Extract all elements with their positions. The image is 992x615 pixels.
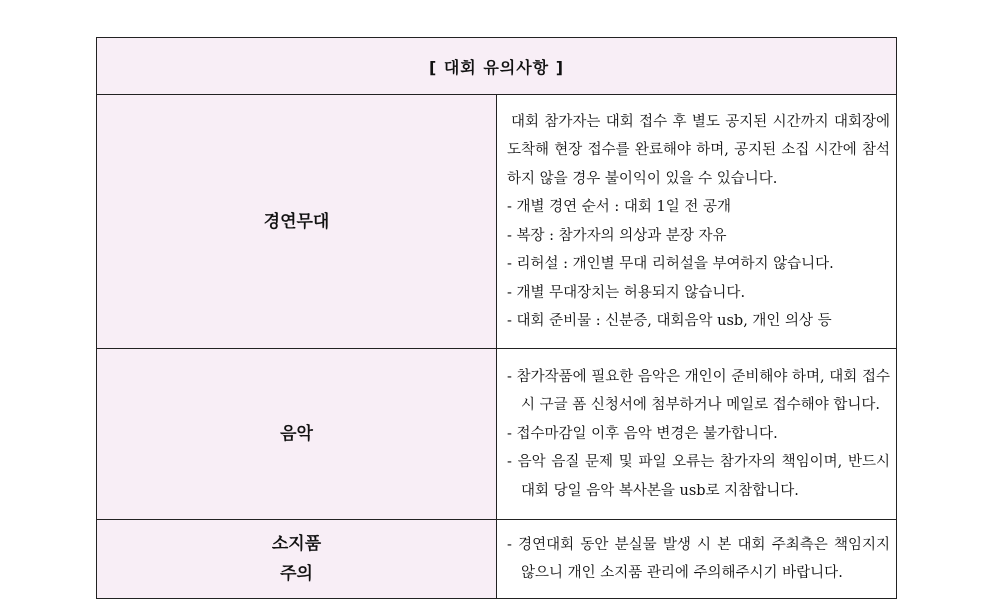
section-content-music bbox=[497, 349, 897, 520]
section-row-stage bbox=[97, 95, 897, 349]
music-item: - 접수마감일 이후 음악 변경은 불가합니다. bbox=[507, 425, 778, 442]
music-item: - 음악 음질 문제 및 파일 오류는 참가자의 책임이며, 반드시 대회 당일 음악 복사본을 usb로 지참합니다. bbox=[507, 454, 890, 499]
music-item: - 참가작품에 필요한 음악은 개인이 준비해야 하며, 대회 접수시 구글 폼 신청서에 첨부하거나 메일로 접수해야 합니다. bbox=[507, 368, 890, 414]
section-label-belongings bbox=[97, 520, 497, 599]
notice-table bbox=[96, 37, 897, 599]
stage-item: - 개별 무대장치는 허용되지 않습니다. bbox=[507, 284, 746, 301]
section-label-stage bbox=[97, 95, 497, 349]
section-row-music bbox=[97, 349, 897, 520]
belongings-item: - 경연대회 동안 분실물 발생 시 본 대회 주최측은 책임지지 않으니 개인 소지품 관리에 주의해주시기 바랍니다. bbox=[507, 536, 890, 581]
section-label-line: 주의 bbox=[280, 564, 313, 584]
notice-title: [ 대회 유의사항 ] bbox=[97, 38, 897, 95]
section-content-stage bbox=[497, 95, 897, 349]
stage-item: - 복장 : 참가자의 의상과 분장 자유 bbox=[507, 227, 727, 244]
section-content-belongings bbox=[497, 520, 897, 599]
section-label-line: 경연무대 bbox=[263, 211, 330, 232]
stage-item: - 대회 준비물 : 신분증, 대회음악 usb, 개인 의상 등 bbox=[507, 313, 832, 329]
title-row bbox=[97, 38, 897, 95]
section-label-line: 음악 bbox=[280, 424, 313, 444]
section-label-music bbox=[97, 349, 497, 520]
section-label-line: 소지품 bbox=[271, 534, 322, 554]
stage-item: - 개별 경연 순서 : 대회 1일 전 공개 bbox=[507, 199, 731, 215]
section-row-belongings bbox=[97, 520, 897, 599]
stage-item: - 리허설 : 개인별 무대 리허설을 부여하지 않습니다. bbox=[507, 256, 834, 272]
stage-intro: 대회 참가자는 대회 접수 후 별도 공지된 시간까지 대회장에 도착해 현장 접수를 완료해야 하며, 공지된 소집 시간에 참석하지 않을 경우 불이익이 있을 수 있습니다. bbox=[507, 113, 890, 187]
